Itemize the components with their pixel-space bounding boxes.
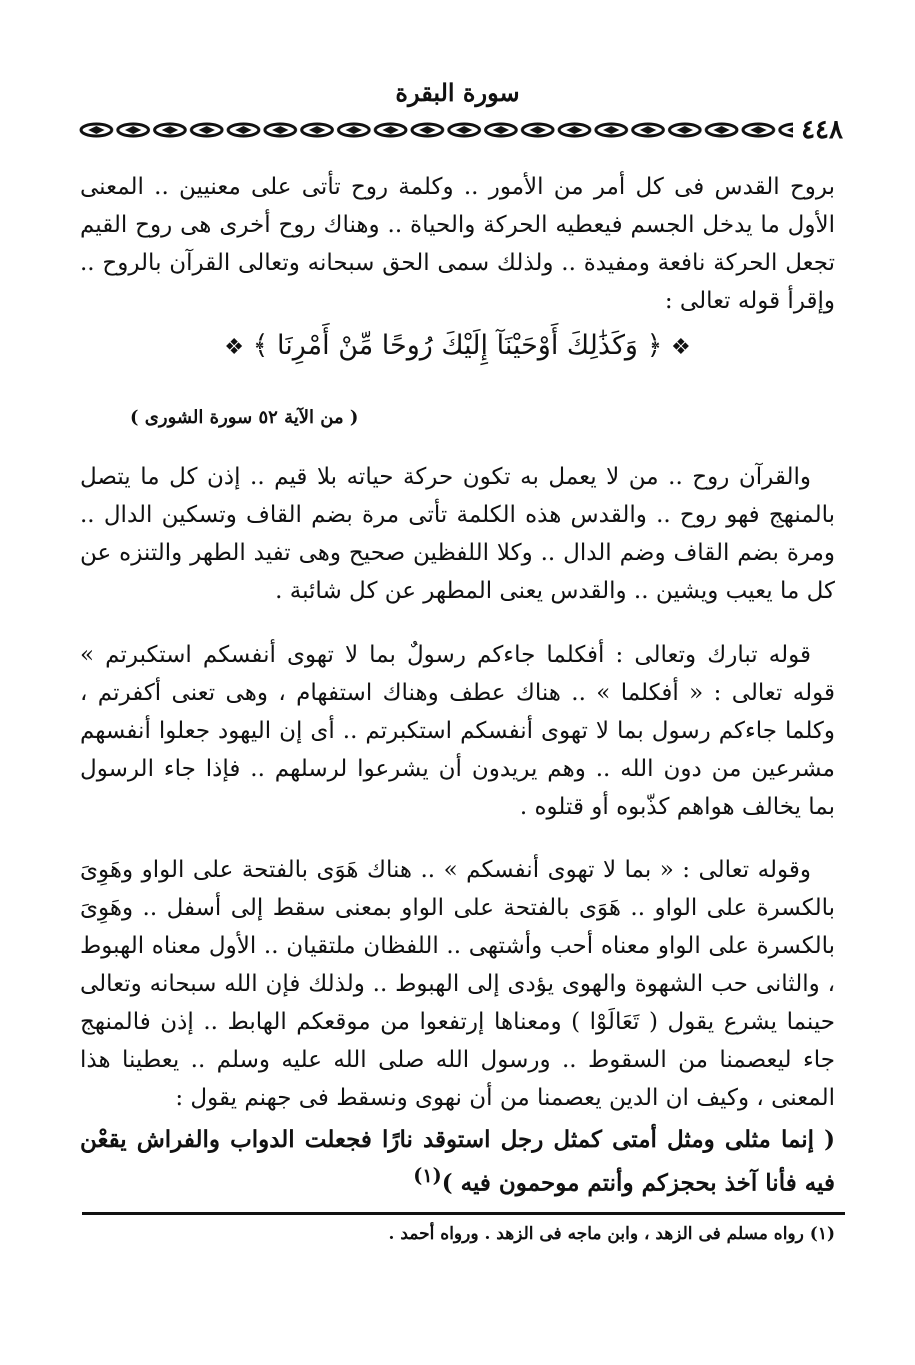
verse-ornament-open-icon: ❖: [671, 335, 691, 360]
verse-bracket-close: ﴾: [252, 330, 269, 361]
ornament-chain-border: [78, 120, 793, 140]
hadith-text: ( إنما مثلى ومثل أمتى كمثل رجل استوقد نارًا فجعلت الدواب والفراش يقعْن فيه فأنا آخذ بحجزكم وأنتم موحمون فيه ): [80, 1126, 835, 1197]
paragraph-4: وقوله تعالى : « بما لا تهوى أنفسكم » .. هناك هَوَى بالفتحة على الواو وهَوِىَ بالكسرة على الواو .. هَوَى بالفتحة على الواو بمعنى سقط إلى أسفل .. وهَوِىَ بالكسرة على الواو معناه أحب وأشتهى .. اللفظان ملتقيان .. الأول معناه الهبوط ، والثانى حب الشهوة والهوى يؤدى إلى الهبوط .. ولذلك فإن الله سبحانه وتعالى حينما يشرع يقول ( تَعَالَوْا ) ومعناها إرتفعوا من موقعكم الهابط .. إذن فالمنهج جاء ليعصمنا من السقوط .. ورسول الله صلى الله عليه وسلم .. يعطينا هذا المعنى ، وكيف ان الدين يعصمنا من أن نهوى ونسقط فى جهنم يقول :: [80, 857, 835, 1111]
verse-ornament-close-icon: ❖: [224, 335, 244, 360]
footnote-marker: (١): [413, 1164, 442, 1187]
page-number: ٤٤٨: [801, 115, 843, 145]
footnote: (١) رواه مسلم فى الزهد ، وابن ماجه فى الزهد . ورواه أحمد .: [388, 1224, 835, 1244]
verse-reference: ( من الآية ٥٢ سورة الشورى ): [130, 407, 359, 428]
verse-bracket-open: ﴿: [646, 330, 663, 361]
quran-verse: [0, 330, 915, 361]
footnote-divider: [82, 1212, 845, 1215]
surah-title: سورة البقرة: [395, 78, 520, 107]
paragraph-3: قوله تبارك وتعالى : أفكلما جاءكم رسولٌ بما لا تهوى أنفسكم استكبرتم » قوله تعالى : « أفكلما » .. هناك عطف وهناك استفهام ، وهى تعنى أكفرتم ، وكلما جاءكم رسول بما لا تهوى أنفسكم استكبرتم .. أى إن اليهود جعلوا أنفسهم مشرعين من دون الله .. وهم يريدون أن يشرعوا لرسلهم .. فإذا جاء الرسول بما يخالف هواهم كذّبوه أو قتلوه .: [80, 642, 835, 820]
paragraph-2: والقرآن روح .. من لا يعمل به تكون حركة حياته بلا قيم .. إذن كل ما يتصل بالمنهج فهو روح .. والقدس هذه الكلمة تأتى مرة بضم القاف وتسكين الدال .. ومرة بضم القاف وضم الدال .. وكلا اللفظين صحيح وهى تفيد الطهر والتنزه عن كل ما يعيب ويشين .. والقدس يعنى المطهر عن كل شائبة .: [80, 464, 835, 604]
page-header: [78, 112, 843, 148]
verse-text: وَكَذَٰلِكَ أَوْحَيْنَآ إِلَيْكَ رُوحًا مِّنْ أَمْرِنَا: [277, 330, 638, 361]
hadith-quote: [80, 1122, 835, 1202]
paragraph-1: بروح القدس فى كل أمر من الأمور .. وكلمة روح تأتى على معنيين .. المعنى الأول ما يدخل الجسم فيعطيه الحركة والحياة .. وهناك روح أخرى هى روح القيم تجعل الحركة نافعة ومفيدة .. ولذلك سمى الحق سبحانه وتعالى القرآن بالروح .. وإقرأ قوله تعالى :: [80, 174, 835, 314]
